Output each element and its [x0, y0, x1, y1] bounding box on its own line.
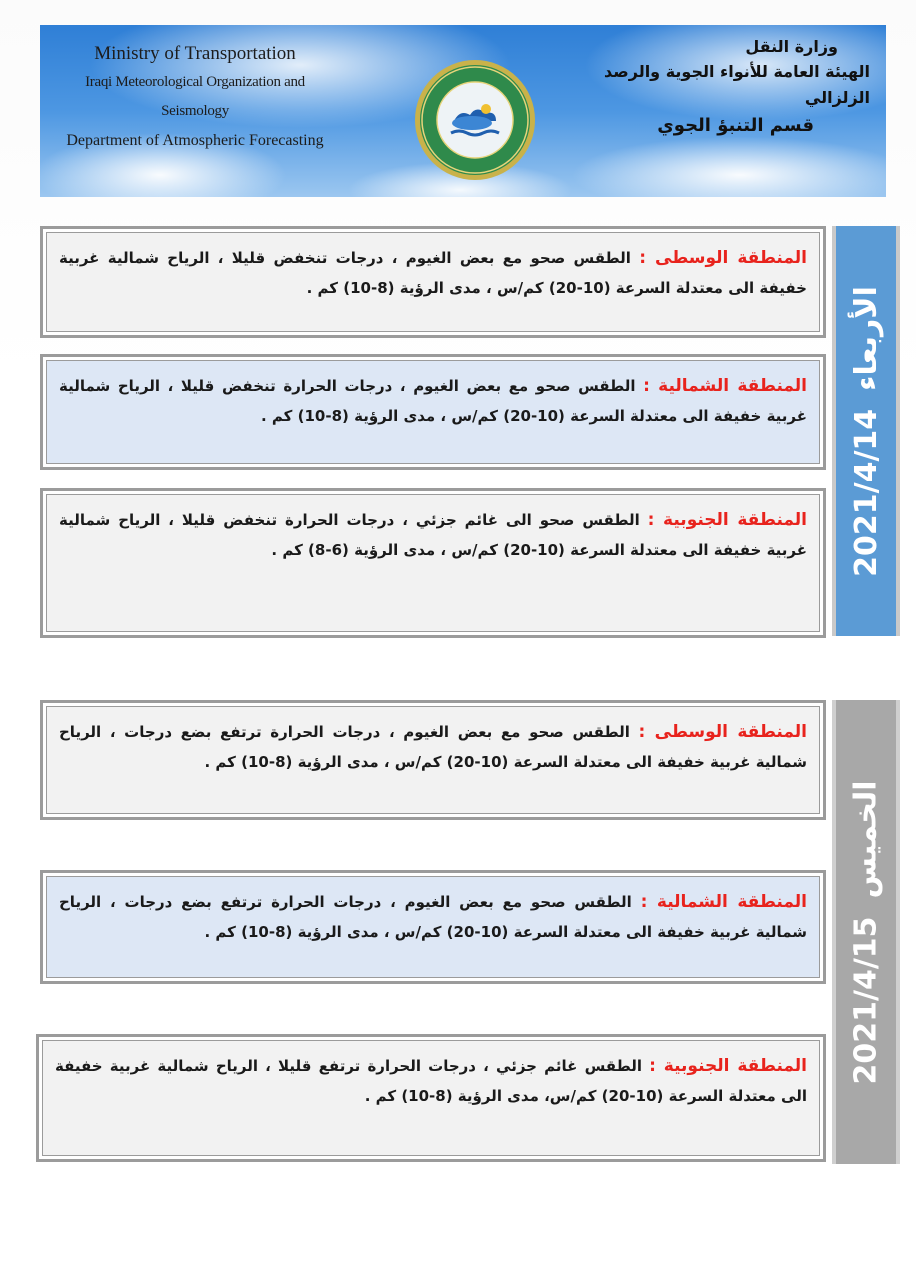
forecast-text: الطقس صحو مع بعض الغيوم ، درجات الحرارة ترتفع بضع درجات ، الرياح شمالية غربية خفيفة الى معتدلة السرعة (10-20) كم/س ، مدى الرؤية (8-10) كم . [59, 893, 807, 941]
forecast-text: الطقس صحو الى غائم جزئي ، درجات الحرارة تنخفض قليلا ، الرياح شمالية غربية خفيفة الى معتدلة السرعة (10-20) كم/س ، مدى الرؤية (6-8) كم . [59, 511, 807, 559]
region-label: المنطقة الشمالية : [640, 892, 807, 912]
region-label: المنطقة الجنوبية : [647, 510, 808, 530]
forecast-central-day2 [40, 700, 826, 820]
day-tab-wednesday [832, 226, 900, 636]
day-name: الأربعاء [848, 285, 884, 391]
ministry-name-ar: وزارة النقل [745, 37, 838, 56]
ministry-name-en: Ministry of Transportation [94, 43, 296, 64]
forecast-text: الطقس صحو مع بعض الغيوم ، درجات الحرارة ترتفع بضع درجات ، الرياح شمالية غربية خفيفة الى معتدلة السرعة (10-20) كم/س ، مدى الرؤية (8-10) كم . [59, 723, 807, 771]
department-name-en: Department of Atmospheric Forecasting [66, 132, 324, 149]
forecast-text: الطقس صحو مع بعض الغيوم ، درجات الحرارة تنخفض قليلا ، الرياح شمالية غربية خفيفة الى معتدلة السرعة (10-20) كم/س ، مدى الرؤية (8-10) كم . [59, 377, 807, 425]
organization-seal-icon [414, 59, 536, 181]
header-banner [40, 25, 886, 197]
department-name-ar: قسم التنبؤ الجوي [657, 115, 814, 136]
region-label: المنطقة الشمالية : [643, 376, 807, 396]
forecast-south-day1 [40, 488, 826, 638]
forecast-north-day1 [40, 354, 826, 470]
day-name: الخميس [848, 780, 884, 898]
forecast-south-day2 [36, 1034, 826, 1162]
english-header [50, 39, 340, 155]
day-date: 2021/4/15 [848, 915, 884, 1084]
organization-name-en: Iraqi Meteorological Organization and Seismology [85, 74, 305, 119]
region-label: المنطقة الوسطى : [638, 722, 807, 742]
arabic-header [602, 35, 870, 141]
forecast-text: الطقس صحو مع بعض الغيوم ، درجات تنخفض قليلا ، الرياح شمالية غربية خفيفة الى معتدلة السرعة (10-20) كم/س ، مدى الرؤية (8-10) كم . [59, 249, 807, 297]
forecast-central-day1 [40, 226, 826, 338]
region-label: المنطقة الجنوبية : [649, 1056, 807, 1076]
day-date: 2021/4/14 [848, 408, 884, 577]
forecast-text: الطقس غائم جزئي ، درجات الحرارة ترتفع قليلا ، الرياح شمالية غربية خفيفة الى معتدلة السرعة (10-20) كم/س، مدى الرؤية (8-10) كم . [55, 1057, 807, 1105]
organization-name-ar: الهيئة العامة للأنواء الجوية والرصد الزلزالي [604, 62, 870, 107]
day-tab-thursday [832, 700, 900, 1164]
region-label: المنطقة الوسطى : [639, 248, 807, 268]
forecast-north-day2 [40, 870, 826, 984]
